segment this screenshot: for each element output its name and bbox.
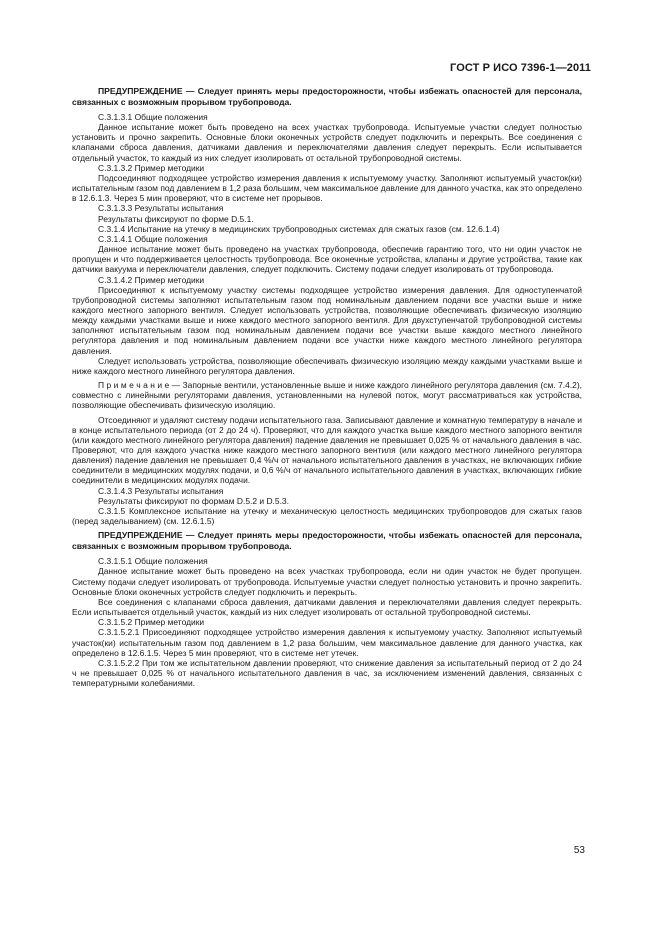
document-header: ГОСТ Р ИСО 7396-1—2011 bbox=[450, 62, 591, 74]
section-heading: С.3.1.4.2 Пример методики bbox=[98, 274, 205, 285]
body-paragraph: Подсоединяют подходящее устройство измерения давления к испытуемому участку. Заполняют испытуемый участок(ки) испытательным газом под давлением в 1,2 раза большим, чем максимальное давление для данного участка, как это определено в 12.6.1.3. Через 5 мин проверяют, что в системе нет прорывов. bbox=[72, 172, 582, 204]
page-number: 53 bbox=[573, 845, 585, 856]
note-label: П р и м е ч а н и е bbox=[98, 380, 170, 391]
body-paragraph: Данное испытание может быть проведено на участках трубопровода, обеспечив гарантию того, что ни один участок не пропущен и что поддерживается целостность трубопровода. Все оконечные устройства, клапаны и другие устройства, такие как датчики вакуума и переключатели давления, следует подключить. Систему подачи следует изолировать от трубопровода. bbox=[72, 244, 582, 275]
body-paragraph: Следует использовать устройства, позволяющие обеспечивать физическую изоляцию между каждыми участками выше и ниже каждого местного линейного регулятора давления. bbox=[72, 355, 582, 376]
section-heading: С.3.1.5.1 Общие положения bbox=[98, 556, 208, 567]
body-paragraph: Данное испытание может быть проведено на всех участках трубопровода, если ни один участок не будет пропущен. Систему подачи следует изолировать от трубопровода. Испытуемые участки следует полностью установить и прочно закрепить. Основные блоки оконечных устройств следует подключить и перекрыть. bbox=[72, 566, 582, 597]
section-heading: С.3.1.3.1 Общие положения bbox=[98, 112, 208, 122]
note-text: — Запорные вентили, установленные выше и ниже каждого линейного регулятора давления (см. 7.4.2), совместно с линейными регуляторами давления, установленными на нулевой поток, могут рассматриваться как устройства, позволяющие обеспечивать физическую изоляцию. bbox=[72, 380, 582, 411]
body-paragraph: С.3.1.5.2.2 При том же испытательном давлении проверяют, что снижение давления за испытательный период от 2 до 24 ч не превышает 0,025 % от начального испытательного давления в час, за исключением изменений давления, связанных с температурными колебаниями. bbox=[72, 657, 582, 689]
document-body bbox=[72, 86, 582, 688]
body-paragraph: Результаты фиксируют по формам D.5.2 и D.5.3. bbox=[98, 495, 289, 506]
body-paragraph: Отсоединяют и удаляют систему подачи испытательного газа. Записывают давление и комнатную температуру в начале и в конце испытательного периода (от 2 до 24 ч). Проверяют, что для каждого участка выше каждого местного запорного вентиля (или каждого местного линейного регулятора давления) падение давления не превышает 0,025 % от начального давления в час. Проверяют, что для каждого участка ниже каждого местного запорного вентиля (или каждого местного линейного регулятора давления) падение давления не превышает 0,4 %/ч от начального испытательного давления в участках, не включающих гибкие соединители в медицинских модулях подачи, и 0,6 %/ч от начального испытательного давления в участках, включающих гибкие соединители в медицинских модулях подачи. bbox=[72, 414, 582, 486]
section-heading: С.3.1.3.2 Пример методики bbox=[98, 162, 205, 173]
warning-paragraph: ПРЕДУПРЕЖДЕНИЕ — Следует принять меры предосторожности, чтобы избежать опасностей для персонала, связанных с возможным прорывом трубопровода. bbox=[72, 530, 582, 552]
section-heading: С.3.1.4.3 Результаты испытания bbox=[98, 485, 224, 496]
section-heading: С.3.1.4.1 Общие положения bbox=[98, 233, 208, 244]
note-paragraph bbox=[72, 380, 582, 410]
body-paragraph: Все соединения с клапанами сброса давления, датчиками давления и переключателями давления следует перекрыть. Если испытывается отдельный участок, каждый из них следует изолировать от остальной трубопроводной системы. bbox=[72, 596, 582, 618]
body-paragraph: Результаты фиксируют по форме D.5.1. bbox=[98, 213, 254, 224]
body-paragraph: С.3.1.5.2.1 Присоединяют подходящее устройство измерения давления к испытуемому участку. Заполняют испытуемый участок(ки) испытательным газом под давлением в 1,2 раза большим, чем максимальное давление для данного участка, как определено в 12.6.1.5. Через 5 мин проверяют, что в системе нет утечек. bbox=[72, 627, 582, 658]
warning-paragraph: ПРЕДУПРЕЖДЕНИЕ — Следует принять меры предосторожности, чтобы избежать опасностей для персонала, связанных с возможным прорывом трубопровода. bbox=[72, 86, 582, 107]
body-paragraph: Данное испытание может быть проведено на всех участках трубопровода. Испытуемые участки следует полностью установить и прочно закрепить. Основные блоки оконечных устройств следует подключить и перекрыть. Все соединения с клапанами сброса давления, датчиками давления и переключателями давления следует перекрыть. Если испытывается отдельный участок, то каждый из них следует изолировать от остальной трубопроводной системы. bbox=[72, 122, 582, 163]
section-heading: С.3.1.5 Комплексное испытание на утечку и механическую целостность медицинских трубопроводов для сжатых газов (перед заделыванием) (см. 12.6.1.5) bbox=[72, 505, 582, 527]
body-paragraph: Присоединяют к испытуемому участку системы подходящее устройство измерения давления. Для одноступенчатой трубопроводной системы заполняют испытательным газом под номинальным давлением подачи все участки выше и ниже каждого местного запорного вентиля. Следует использовать устройства, позволяющие обеспечивать физическую изоляцию между каждыми участками выше и ниже каждого местного запорного вентиля. Для двухступенчатой трубопроводной системы заполняют испытательным газом под номинальным давлением подачи все участки выше каждого местного линейного регулятора давления и под номинальным давлением подачи все участки ниже каждого местного линейного регулятора давления. bbox=[72, 284, 582, 356]
section-heading: С.3.1.4 Испытание на утечку в медицинских трубопроводных системах для сжатых газов (см. 12.6.1.4) bbox=[98, 223, 500, 234]
section-heading: С.3.1.5.2 Пример методики bbox=[98, 617, 205, 628]
section-heading: С.3.1.3.3 Результаты испытания bbox=[98, 203, 224, 214]
